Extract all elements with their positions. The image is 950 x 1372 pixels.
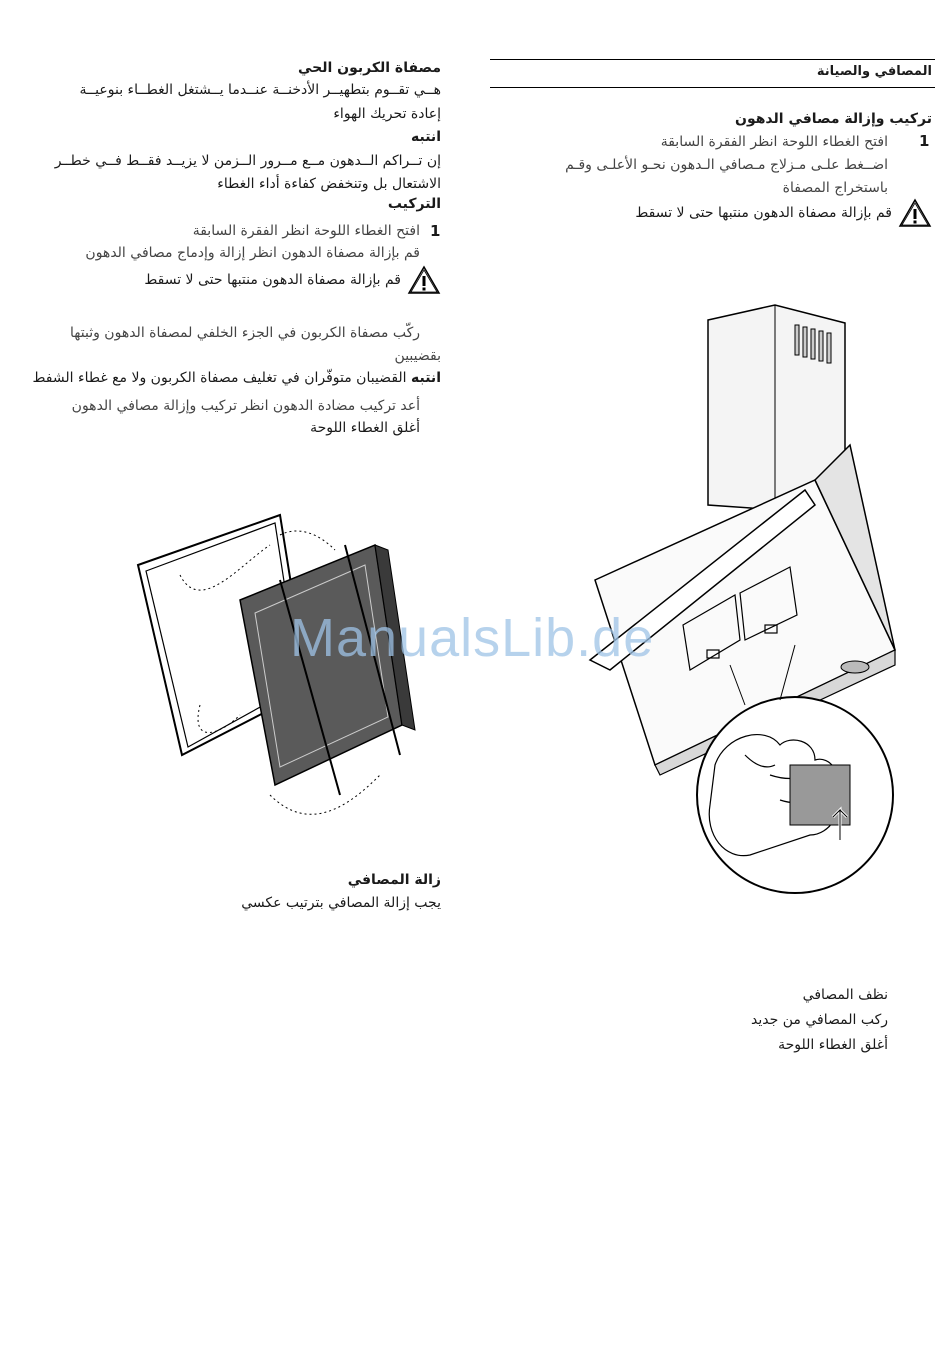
- cooker-hood-illustration: [575, 295, 920, 900]
- after-step-close: أغلق الغطاء اللوحة: [778, 1037, 888, 1053]
- step-2-text: اضــغط علـى مـزلاج مـصافي الـدهون نحـو الأعلـى وقـم: [565, 157, 888, 173]
- after-step-clean: نظف المصافي: [802, 987, 888, 1003]
- note-text: القضيبان متوفّران في تغليف مصفاة الكربون ولا مع غطاء الشفط: [32, 370, 407, 386]
- install-heading: التركيب: [387, 196, 441, 212]
- final-step-2: أغلق الغطاء اللوحة: [310, 420, 420, 436]
- removal-text: يجب إزالة المصافي بترتيب عكسي: [241, 895, 441, 911]
- warning-triangle-icon: [898, 198, 932, 228]
- subheading-grease-filters: تركيب وإزالة مصافي الدهون: [735, 111, 932, 127]
- mount-line-1: ركّب مصفاة الكربون في الجزء الخلفي لمصفاة الدهون وثبتها: [70, 325, 420, 341]
- note-label: انتبه: [411, 370, 441, 386]
- carbon-filter-title: مصفاة الكربون الحي: [297, 60, 441, 76]
- warning-triangle-icon: [407, 265, 441, 295]
- install-step-2-text: قم بإزالة مصفاة الدهون انظر إزالة وإدماج مصافي الدهون: [85, 245, 420, 261]
- warning-row-left: [144, 265, 441, 295]
- light-icon: [841, 661, 869, 673]
- final-step-1: أعد تركيب مضادة الدهون انظر تركيب وإزالة مصافي الدهون: [71, 398, 420, 414]
- intro-line-1: هــي تقــوم بتطهيــر الأدخنــة عنــدما يــشتغل الغطــاء بنوعيــة: [79, 82, 441, 98]
- carbon-filter-illustration: [130, 505, 430, 835]
- note-row: [1, 367, 441, 390]
- install-step-1-number: 1: [430, 222, 441, 240]
- mount-line-2: بقضيبين: [394, 348, 441, 364]
- warning-row-right: [635, 198, 932, 228]
- caution-heading: انتبه: [411, 129, 441, 145]
- install-step-1-text: افتح الغطاء اللوحة انظر الفقرة السابقة: [192, 223, 420, 239]
- header-rule-bottom: [490, 87, 935, 88]
- intro-line-2: إعادة تحريك الهواء: [333, 106, 441, 122]
- step-2-text-cont: باستخراج المصفاة: [782, 180, 888, 196]
- warning-text-right: قم بإزالة مصفاة الدهون منتبها حتى لا تسقط: [635, 205, 892, 221]
- section-title: المصافي والصيانة: [816, 64, 932, 79]
- step-1-text: افتح الغطاء اللوحة انظر الفقرة السابقة: [660, 134, 888, 150]
- caution-line-1: إن تــراكم الــدهون مــع مــرور الــزمن لا يزيــد فقــط فــي خطــر: [54, 153, 441, 169]
- caution-line-2: الاشتعال بل وتنخفض كفاءة أداء الغطاء: [217, 176, 441, 192]
- removal-heading: زالة المصافي: [347, 872, 441, 888]
- step-1-number: 1: [919, 132, 930, 150]
- warning-text-left: قم بإزالة مصفاة الدهون منتبها حتى لا تسقط: [144, 272, 401, 288]
- header-rule-top: [490, 59, 935, 60]
- after-step-refit: ركب المصافي من جديد: [751, 1012, 888, 1028]
- watermark: ManualsLib.de: [290, 608, 655, 668]
